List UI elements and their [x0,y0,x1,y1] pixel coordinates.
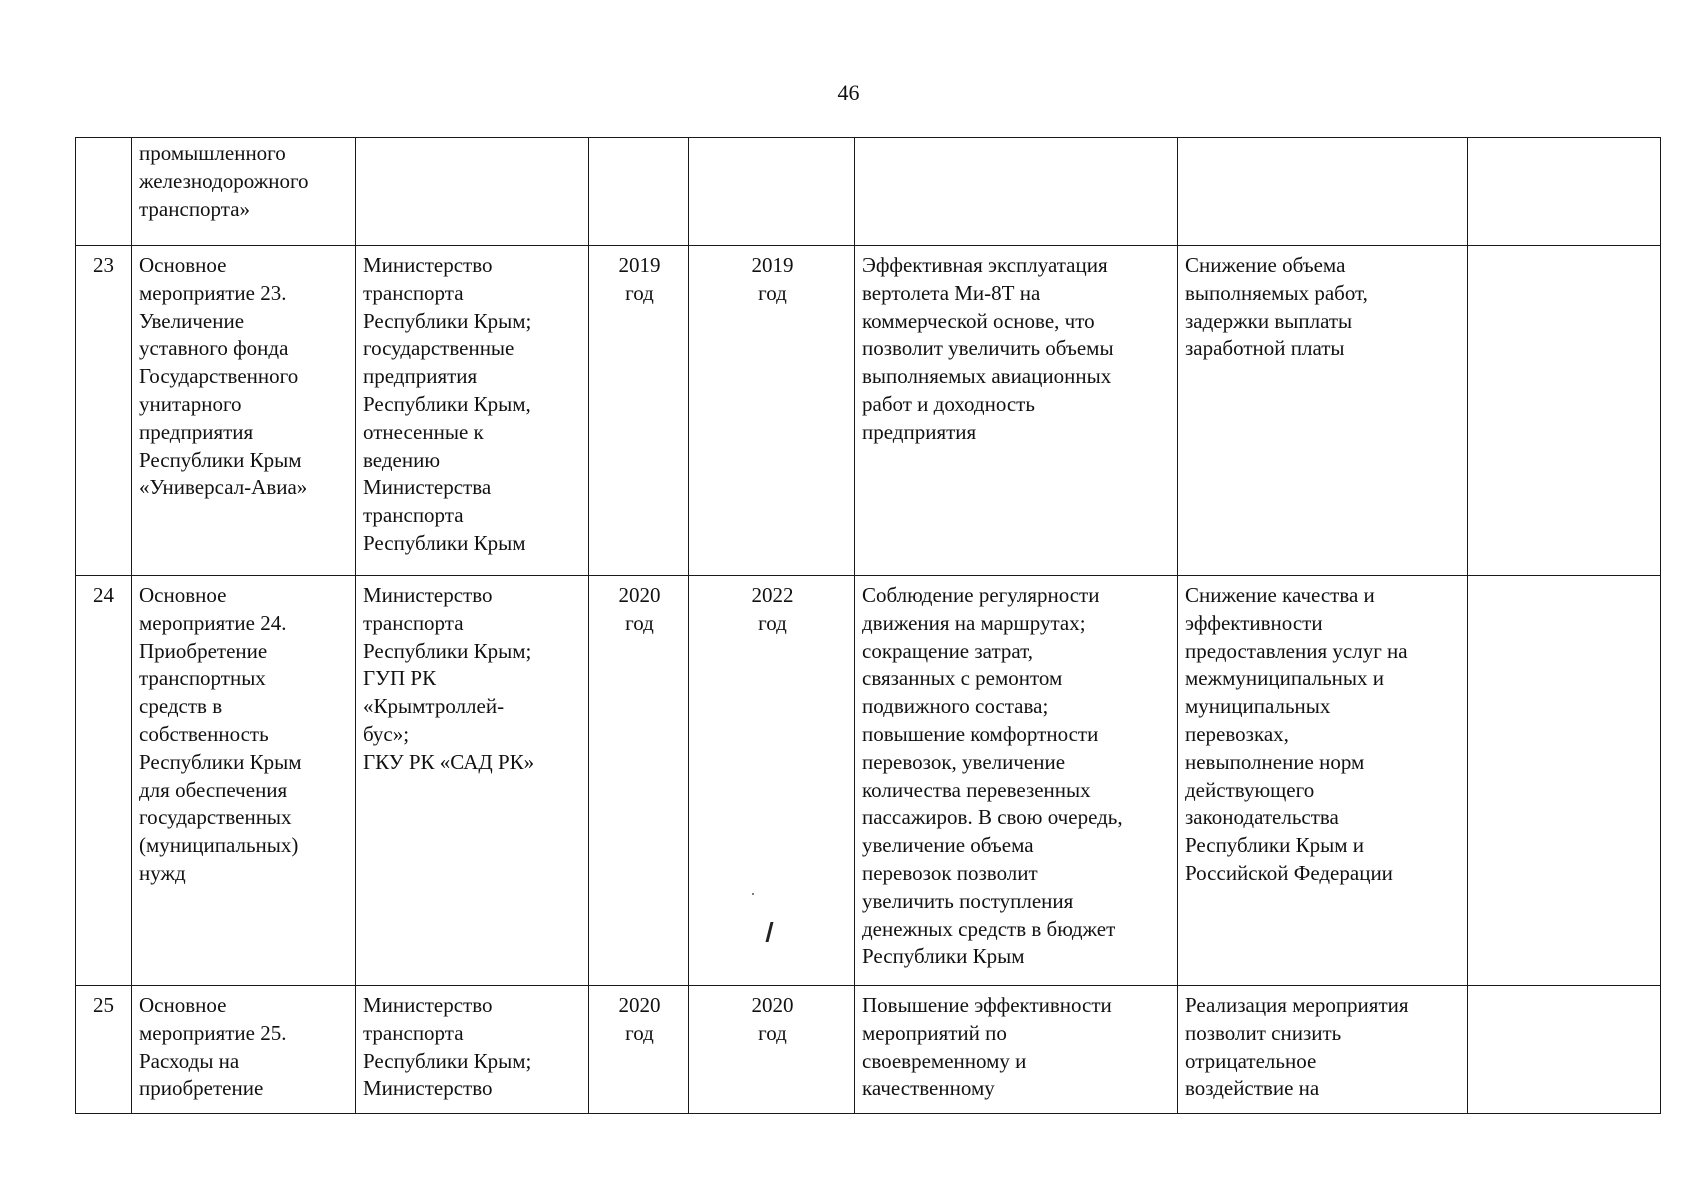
measures-table [75,137,1661,1114]
consequences-cell: Снижение качества и эффективности предоставления услуг на межмуниципальных и муниципальных перевозках, невыполнение норм действующего законодательства Республики Крым и Российской Федерации [1178,576,1468,986]
measure-name-cell: Основное мероприятие 24. Приобретение транспортных средств в собственность Республики Крым для обеспечения государственных (муниципальных) нужд [132,576,356,986]
page-number: 46 [837,80,860,105]
executor-cell [356,138,589,246]
expected-result-cell: Соблюдение регулярности движения на маршрутах; сокращение затрат, связанных с ремонтом подвижного состава; повышение комфортности перевозок, увеличение количества перевезенных пассажиров. В свою очередь, увеличение объема перевозок позволит увеличить поступления денежных средств в бюджет Республики Крым [855,576,1178,986]
start-year-cell: 2020 год [589,986,689,1114]
row-number-cell: 24 [76,576,132,986]
end-year-cell: 2022 год [689,576,855,986]
consequences-cell [1178,138,1468,246]
end-year-cell [689,138,855,246]
start-year-cell: 2019 год [589,246,689,576]
expected-result-cell: Эффективная эксплуатация вертолета Ми-8Т на коммерческой основе, что позволит увеличить объемы выполняемых авиационных работ и доходность предприятия [855,246,1178,576]
expected-result-cell [855,138,1178,246]
end-year-cell: 2019 год [689,246,855,576]
link-cell [1468,986,1661,1114]
start-year-cell: 2020 год [589,576,689,986]
measure-name-cell: Основное мероприятие 25. Расходы на приобретение [132,986,356,1114]
link-cell [1468,138,1661,246]
expected-result-cell: Повышение эффективности мероприятий по своевременному и качественному [855,986,1178,1114]
measure-name-cell: промышленного железнодорожного транспорта» [132,138,356,246]
table-row [76,246,1661,576]
consequences-cell: Реализация мероприятия позволит снизить отрицательное воздействие на [1178,986,1468,1114]
measure-name-cell: Основное мероприятие 23. Увеличение уставного фонда Государственного унитарного предприятия Республики Крым «Универсал-Авиа» [132,246,356,576]
start-year-cell [589,138,689,246]
table-row [76,576,1661,986]
consequences-cell: Снижение объема выполняемых работ, задержки выплаты заработной платы [1178,246,1468,576]
link-cell [1468,246,1661,576]
row-number-cell: 25 [76,986,132,1114]
table-row [76,986,1661,1114]
executor-cell: Министерство транспорта Республики Крым; Министерство [356,986,589,1114]
executor-cell: Министерство транспорта Республики Крым; государственные предприятия Республики Крым, отнесенные к ведению Министерства транспорта Республики Крым [356,246,589,576]
link-cell [1468,576,1661,986]
row-number-cell [76,138,132,246]
end-year-cell: 2020 год [689,986,855,1114]
table-row [76,138,1661,246]
row-number-cell: 23 [76,246,132,576]
executor-cell: Министерство транспорта Республики Крым; ГУП РК «Крымтроллей- бус»; ГКУ РК «САД РК» [356,576,589,986]
scan-speck [752,893,754,895]
